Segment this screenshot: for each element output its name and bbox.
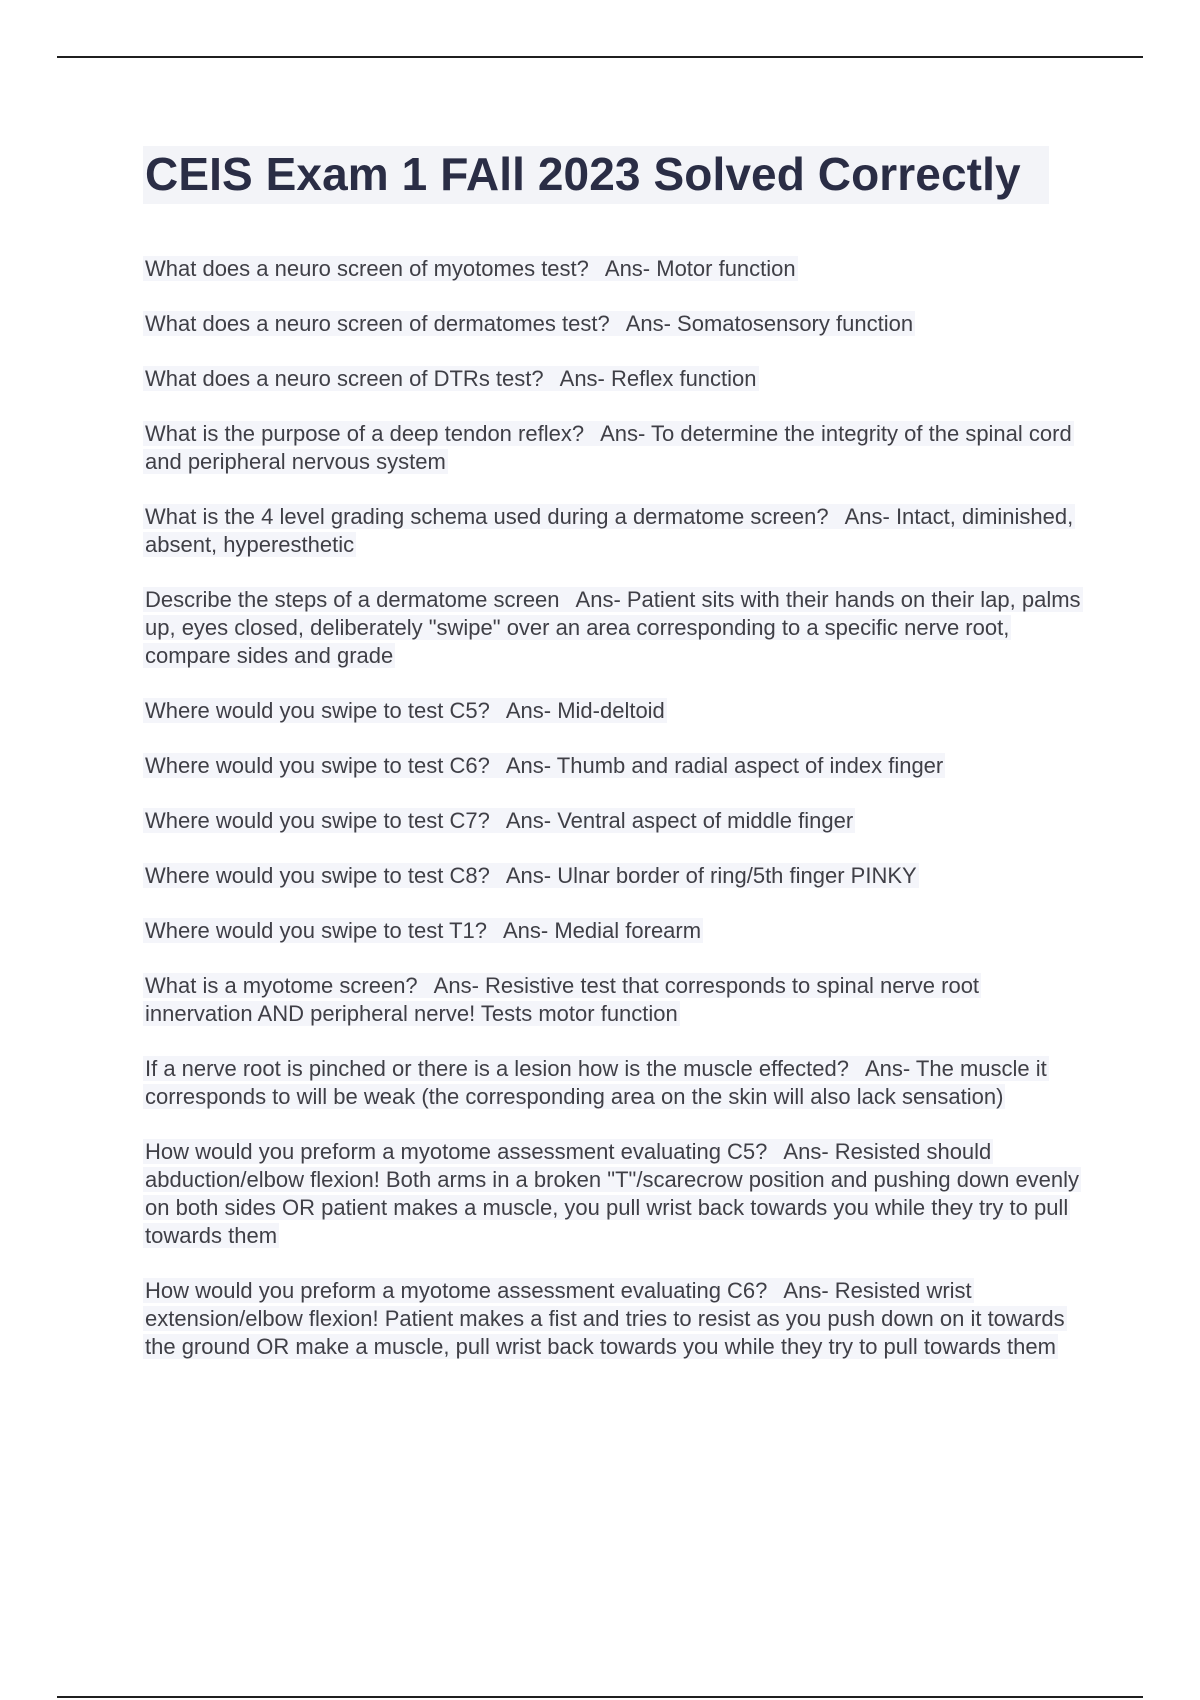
answer-text: Ans- Motor function	[604, 256, 796, 281]
answer-text: Ans- Thumb and radial aspect of index finger	[505, 753, 944, 778]
qa-item	[145, 255, 1089, 283]
qa-item	[145, 1138, 1089, 1250]
question-text: What is a myotome screen?	[145, 973, 418, 998]
document-body	[145, 146, 1089, 1388]
qa-item	[145, 752, 1089, 780]
question-text: What is the purpose of a deep tendon reflex?	[145, 421, 585, 446]
answer-text: Ans- Somatosensory function	[625, 311, 914, 336]
question-text: Where would you swipe to test C8?	[145, 863, 490, 888]
answer-text: Ans- Resisted should abduction/elbow flexion! Both arms in a broken "T"/scarecrow position and pushing down evenly on both sides OR patient makes a muscle, you pull wrist back towards you while they try to pull towards them	[145, 1139, 1080, 1248]
qa-item	[145, 807, 1089, 835]
answer-text: Ans- Intact, diminished, absent, hyperesthetic	[145, 504, 1074, 557]
qa-item	[145, 972, 1089, 1028]
question-text: Where would you swipe to test C7?	[145, 808, 490, 833]
question-text: How would you preform a myotome assessment evaluating C5?	[145, 1139, 768, 1164]
answer-text: Ans- Resisted wrist extension/elbow flexion! Patient makes a fist and tries to resist as you push down on it towards the ground OR make a muscle, pull wrist back towards you while they try to pull towards them	[145, 1278, 1065, 1359]
qa-item	[145, 310, 1089, 338]
qa-item	[145, 503, 1089, 559]
answer-text: Ans- Resistive test that corresponds to spinal nerve root innervation AND peripheral nerve! Tests motor function	[145, 973, 980, 1026]
answer-text: Ans- The muscle it corresponds to will be weak (the corresponding area on the skin will also lack sensation)	[145, 1056, 1047, 1109]
document-title: CEIS Exam 1 FAll 2023 Solved Correctly	[145, 148, 1021, 200]
top-rule	[57, 56, 1143, 58]
question-text: What does a neuro screen of dermatomes test?	[145, 311, 610, 336]
answer-text: Ans- Mid-deltoid	[505, 698, 665, 723]
qa-item	[145, 586, 1089, 670]
question-text: What does a neuro screen of myotomes test?	[145, 256, 589, 281]
title-block	[143, 146, 1049, 204]
answer-text: Ans- Ulnar border of ring/5th finger PINKY	[505, 863, 917, 888]
bottom-rule	[57, 1696, 1143, 1698]
answer-text: Ans- Reflex function	[559, 366, 757, 391]
question-text: Describe the steps of a dermatome screen	[145, 587, 560, 612]
qa-item	[145, 1277, 1089, 1361]
qa-item	[145, 420, 1089, 476]
question-text: What does a neuro screen of DTRs test?	[145, 366, 544, 391]
answer-text: Ans- Patient sits with their hands on their lap, palms up, eyes closed, deliberately "swipe" over an area corresponding to a specific nerve root, compare sides and grade	[145, 587, 1081, 668]
question-text: How would you preform a myotome assessment evaluating C6?	[145, 1278, 768, 1303]
qa-item	[145, 365, 1089, 393]
question-text: Where would you swipe to test C6?	[145, 753, 490, 778]
qa-item	[145, 917, 1089, 945]
question-text: If a nerve root is pinched or there is a lesion how is the muscle effected?	[145, 1056, 849, 1081]
qa-item	[145, 1055, 1089, 1111]
qa-item	[145, 697, 1089, 725]
question-text: Where would you swipe to test C5?	[145, 698, 490, 723]
answer-text: Ans- To determine the integrity of the spinal cord and peripheral nervous system	[145, 421, 1072, 474]
qa-list	[145, 255, 1089, 1361]
qa-item	[145, 862, 1089, 890]
answer-text: Ans- Medial forearm	[503, 918, 702, 943]
question-text: Where would you swipe to test T1?	[145, 918, 487, 943]
question-text: What is the 4 level grading schema used during a dermatome screen?	[145, 504, 829, 529]
answer-text: Ans- Ventral aspect of middle finger	[505, 808, 854, 833]
